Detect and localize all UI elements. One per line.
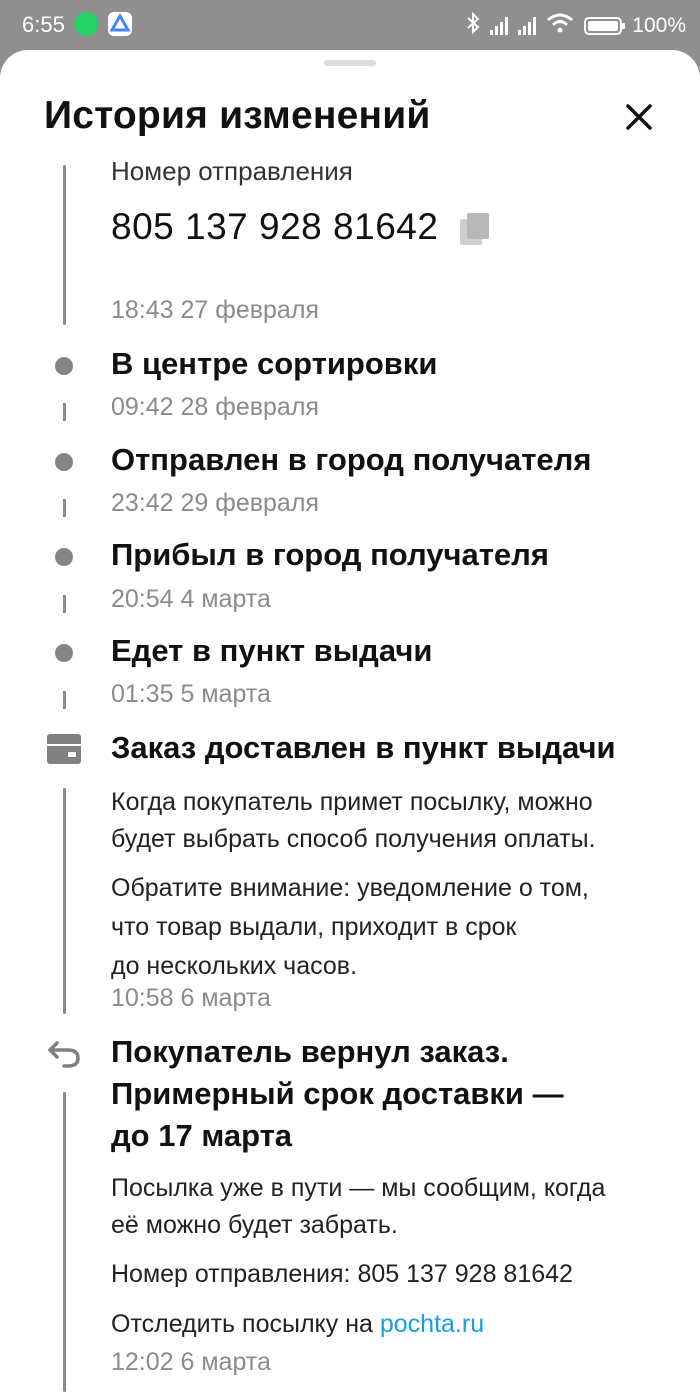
battery-percent: 100%: [632, 14, 686, 37]
close-icon: [618, 96, 660, 138]
event-title: Едет в пункт выдачи: [111, 633, 433, 668]
timeline-dot: [55, 644, 73, 662]
event-description: Обратите внимание: уведомление о том,: [111, 874, 589, 902]
event-title: до 17 марта: [111, 1118, 293, 1153]
timeline-dot: [55, 548, 73, 566]
timestamp: 18:43 27 февраля: [111, 296, 319, 324]
track-prefix: Отследить посылку на: [111, 1310, 380, 1338]
event-title: В центре сортировки: [111, 346, 438, 381]
timeline-tick: [63, 595, 66, 613]
google-drive-icon: [108, 12, 132, 36]
battery-icon: [584, 17, 622, 35]
pochta-link[interactable]: pochta.ru: [379, 1310, 485, 1338]
copy-button[interactable]: [458, 211, 492, 247]
event-description: Посылка уже в пути — мы сообщим, когда: [111, 1174, 606, 1202]
timeline-tick: [63, 403, 66, 421]
timeline-line: [63, 788, 66, 1014]
history-sheet: [0, 50, 700, 1400]
event-description: до нескольких часов.: [111, 952, 358, 980]
timestamp: 12:02 6 марта: [111, 1348, 271, 1376]
event-description: её можно будет забрать.: [111, 1211, 398, 1239]
signal-icon-1: [490, 17, 508, 35]
status-bar: [0, 0, 700, 50]
sheet-title: История изменений: [44, 94, 431, 137]
event-title: Заказ доставлен в пункт выдачи: [111, 730, 616, 765]
signal-icon-2: [518, 17, 536, 35]
timestamp: 09:42 28 февраля: [111, 393, 319, 421]
close-button[interactable]: [618, 96, 660, 138]
event-title: Примерный срок доставки —: [111, 1076, 564, 1111]
timeline-line: [63, 165, 66, 325]
timeline-dot: [55, 357, 73, 375]
copy-icon: [458, 211, 492, 247]
wifi-icon: [546, 13, 574, 39]
event-title: Покупатель вернул заказ.: [111, 1034, 509, 1069]
event-description: что товар выдали, приходит в срок: [111, 913, 517, 941]
timeline-tick: [63, 691, 66, 709]
event-description: Номер отправления: 805 137 928 81642: [111, 1260, 573, 1288]
event-title: Отправлен в город получателя: [111, 442, 592, 477]
timeline-dot: [55, 453, 73, 471]
timestamp: 01:35 5 марта: [111, 680, 271, 708]
timestamp: 23:42 29 февраля: [111, 489, 319, 517]
timestamp: 10:58 6 марта: [111, 984, 271, 1012]
status-time: 6:55: [22, 12, 65, 37]
event-description: Когда покупатель примет посылку, можно: [111, 788, 593, 816]
box-icon: [46, 731, 82, 772]
timeline-tick: [63, 499, 66, 517]
tracking-number: 805 137 928 81642: [111, 206, 439, 247]
tracking-label: Номер отправления: [111, 156, 353, 186]
timestamp: 20:54 4 марта: [111, 585, 271, 613]
event-description: будет выбрать способ получения оплаты.: [111, 825, 596, 853]
timeline-line: [63, 1092, 66, 1392]
track-line: [111, 1306, 484, 1343]
return-arrow-icon: [46, 1039, 82, 1074]
bluetooth-icon: [466, 12, 480, 40]
event-title: Прибыл в город получателя: [111, 537, 549, 572]
whatsapp-icon: [74, 12, 98, 36]
sheet-drag-handle[interactable]: [324, 60, 376, 66]
